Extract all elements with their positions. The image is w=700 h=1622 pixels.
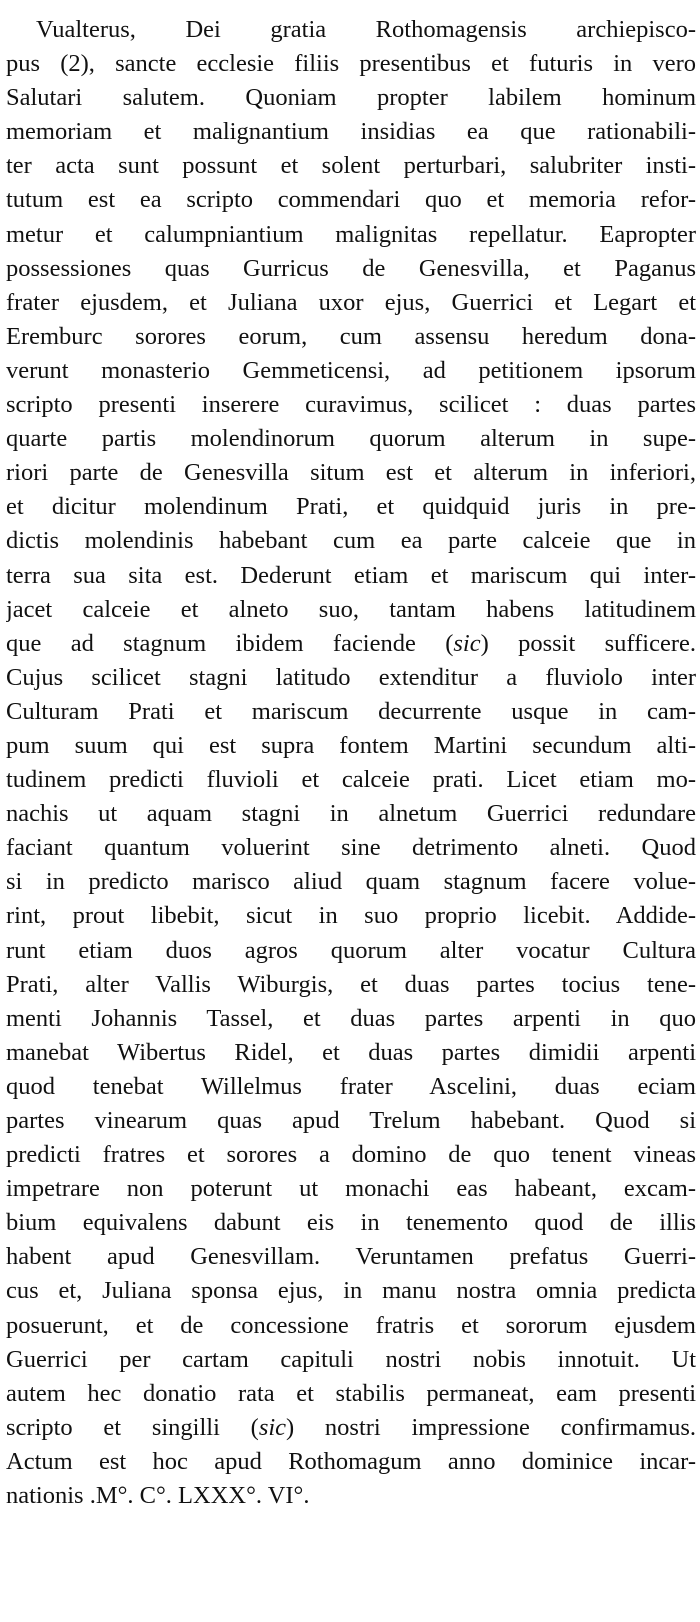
text-line: partes vinearum quas apud Trelum habebant. Quod si: [6, 1107, 696, 1134]
text-line: impetrare non poterunt ut monachi eas habeant, excam-: [6, 1175, 696, 1203]
text-line: memoriam et malignantium insidias ea que rationabili-: [6, 118, 696, 146]
text-line: scripto et singilli (sic) nostri impressione confirmamus.: [6, 1413, 696, 1441]
text-line: habent apud Genesvillam. Veruntamen prefatus Guerri-: [6, 1243, 696, 1271]
text-line: si in predicto marisco aliud quam stagnum facere volue-: [6, 868, 696, 896]
text-line: runt etiam duos agros quorum alter vocatur Cultura: [6, 936, 696, 964]
text-line: manebat Wibertus Ridel, et duas partes dimidii arpenti: [6, 1038, 696, 1066]
text-line: dictis molendinis habebant cum ea parte calceie que in: [6, 527, 696, 555]
text-line: scripto presenti inserere curavimus, scilicet : duas partes: [6, 391, 696, 419]
text-line: tudinem predicti fluvioli et calceie prati. Licet etiam mo-: [6, 766, 696, 794]
text-line: cus et, Juliana sponsa ejus, in manu nostra omnia predicta: [6, 1277, 696, 1305]
text-line: quarte partis molendinorum quorum alterum in supe-: [6, 425, 696, 453]
text-line: menti Johannis Tassel, et duas partes arpenti in quo: [6, 1004, 696, 1032]
text-line: faciant quantum voluerint sine detrimento alneti. Quod: [6, 834, 696, 862]
text-line: nationis .M°. C°. LXXX°. VI°.: [6, 1482, 310, 1510]
text-line: pus (2), sancte ecclesie filiis presentibus et futuris in vero: [6, 50, 696, 78]
text-line: Prati, alter Vallis Wiburgis, et duas partes tocius tene-: [6, 970, 696, 998]
text-line: rint, prout libebit, sicut in suo proprio licebit. Addide-: [6, 902, 696, 930]
text-line: Culturam Prati et mariscum decurrente usque in cam-: [6, 697, 696, 725]
text-line: pum suum qui est supra fontem Martini secundum alti-: [6, 731, 696, 759]
document-page: [6, 13, 696, 1513]
text-line: tutum est ea scripto commendari quo et memoria refor-: [6, 186, 696, 214]
text-line: verunt monasterio Gemmeticensi, ad petitionem ipsorum: [6, 356, 696, 384]
text-line: quod tenebat Willelmus frater Ascelini, duas eciam: [6, 1072, 696, 1100]
text-line: que ad stagnum ibidem faciende (sic) possit sufficere.: [6, 629, 696, 657]
text-line: frater ejusdem, et Juliana uxor ejus, Guerrici et Legart et: [6, 288, 696, 316]
text-line: posuerunt, et de concessione fratris et sororum ejusdem: [6, 1311, 696, 1339]
text-line: riori parte de Genesvilla situm est et alterum in inferiori,: [6, 459, 696, 487]
text-line: autem hec donatio rata et stabilis permaneat, eam presenti: [6, 1379, 696, 1407]
text-line: Vualterus, Dei gratia Rothomagensis archiepisco-: [36, 16, 696, 43]
text-line: Actum est hoc apud Rothomagum anno dominice incar-: [6, 1447, 696, 1475]
text-line: bium equivalens dabunt eis in tenemento quod de illis: [6, 1209, 696, 1237]
text-line: possessiones quas Gurricus de Genesvilla, et Paganus: [6, 254, 696, 282]
text-line: et dicitur molendinum Prati, et quidquid juris in pre-: [6, 493, 696, 521]
text-line: ter acta sunt possunt et solent perturbari, salubriter insti-: [6, 152, 696, 180]
text-line: Salutari salutem. Quoniam propter labilem hominum: [6, 84, 696, 112]
text-line: Eremburc sorores eorum, cum assensu heredum dona-: [6, 322, 696, 350]
text-line: predicti fratres et sorores a domino de quo tenent vineas: [6, 1141, 696, 1169]
text-line: terra sua sita est. Dederunt etiam et mariscum qui inter-: [6, 561, 696, 589]
text-line: metur et calumpniantium malignitas repellatur. Eapropter: [6, 220, 696, 248]
text-line: Cujus scilicet stagni latitudo extenditur a fluviolo inter: [6, 663, 696, 691]
text-line: jacet calceie et alneto suo, tantam habens latitudinem: [6, 595, 696, 623]
text-line: nachis ut aquam stagni in alnetum Guerrici redundare: [6, 800, 696, 828]
text-line: Guerrici per cartam capituli nostri nobis innotuit. Ut: [6, 1345, 696, 1373]
